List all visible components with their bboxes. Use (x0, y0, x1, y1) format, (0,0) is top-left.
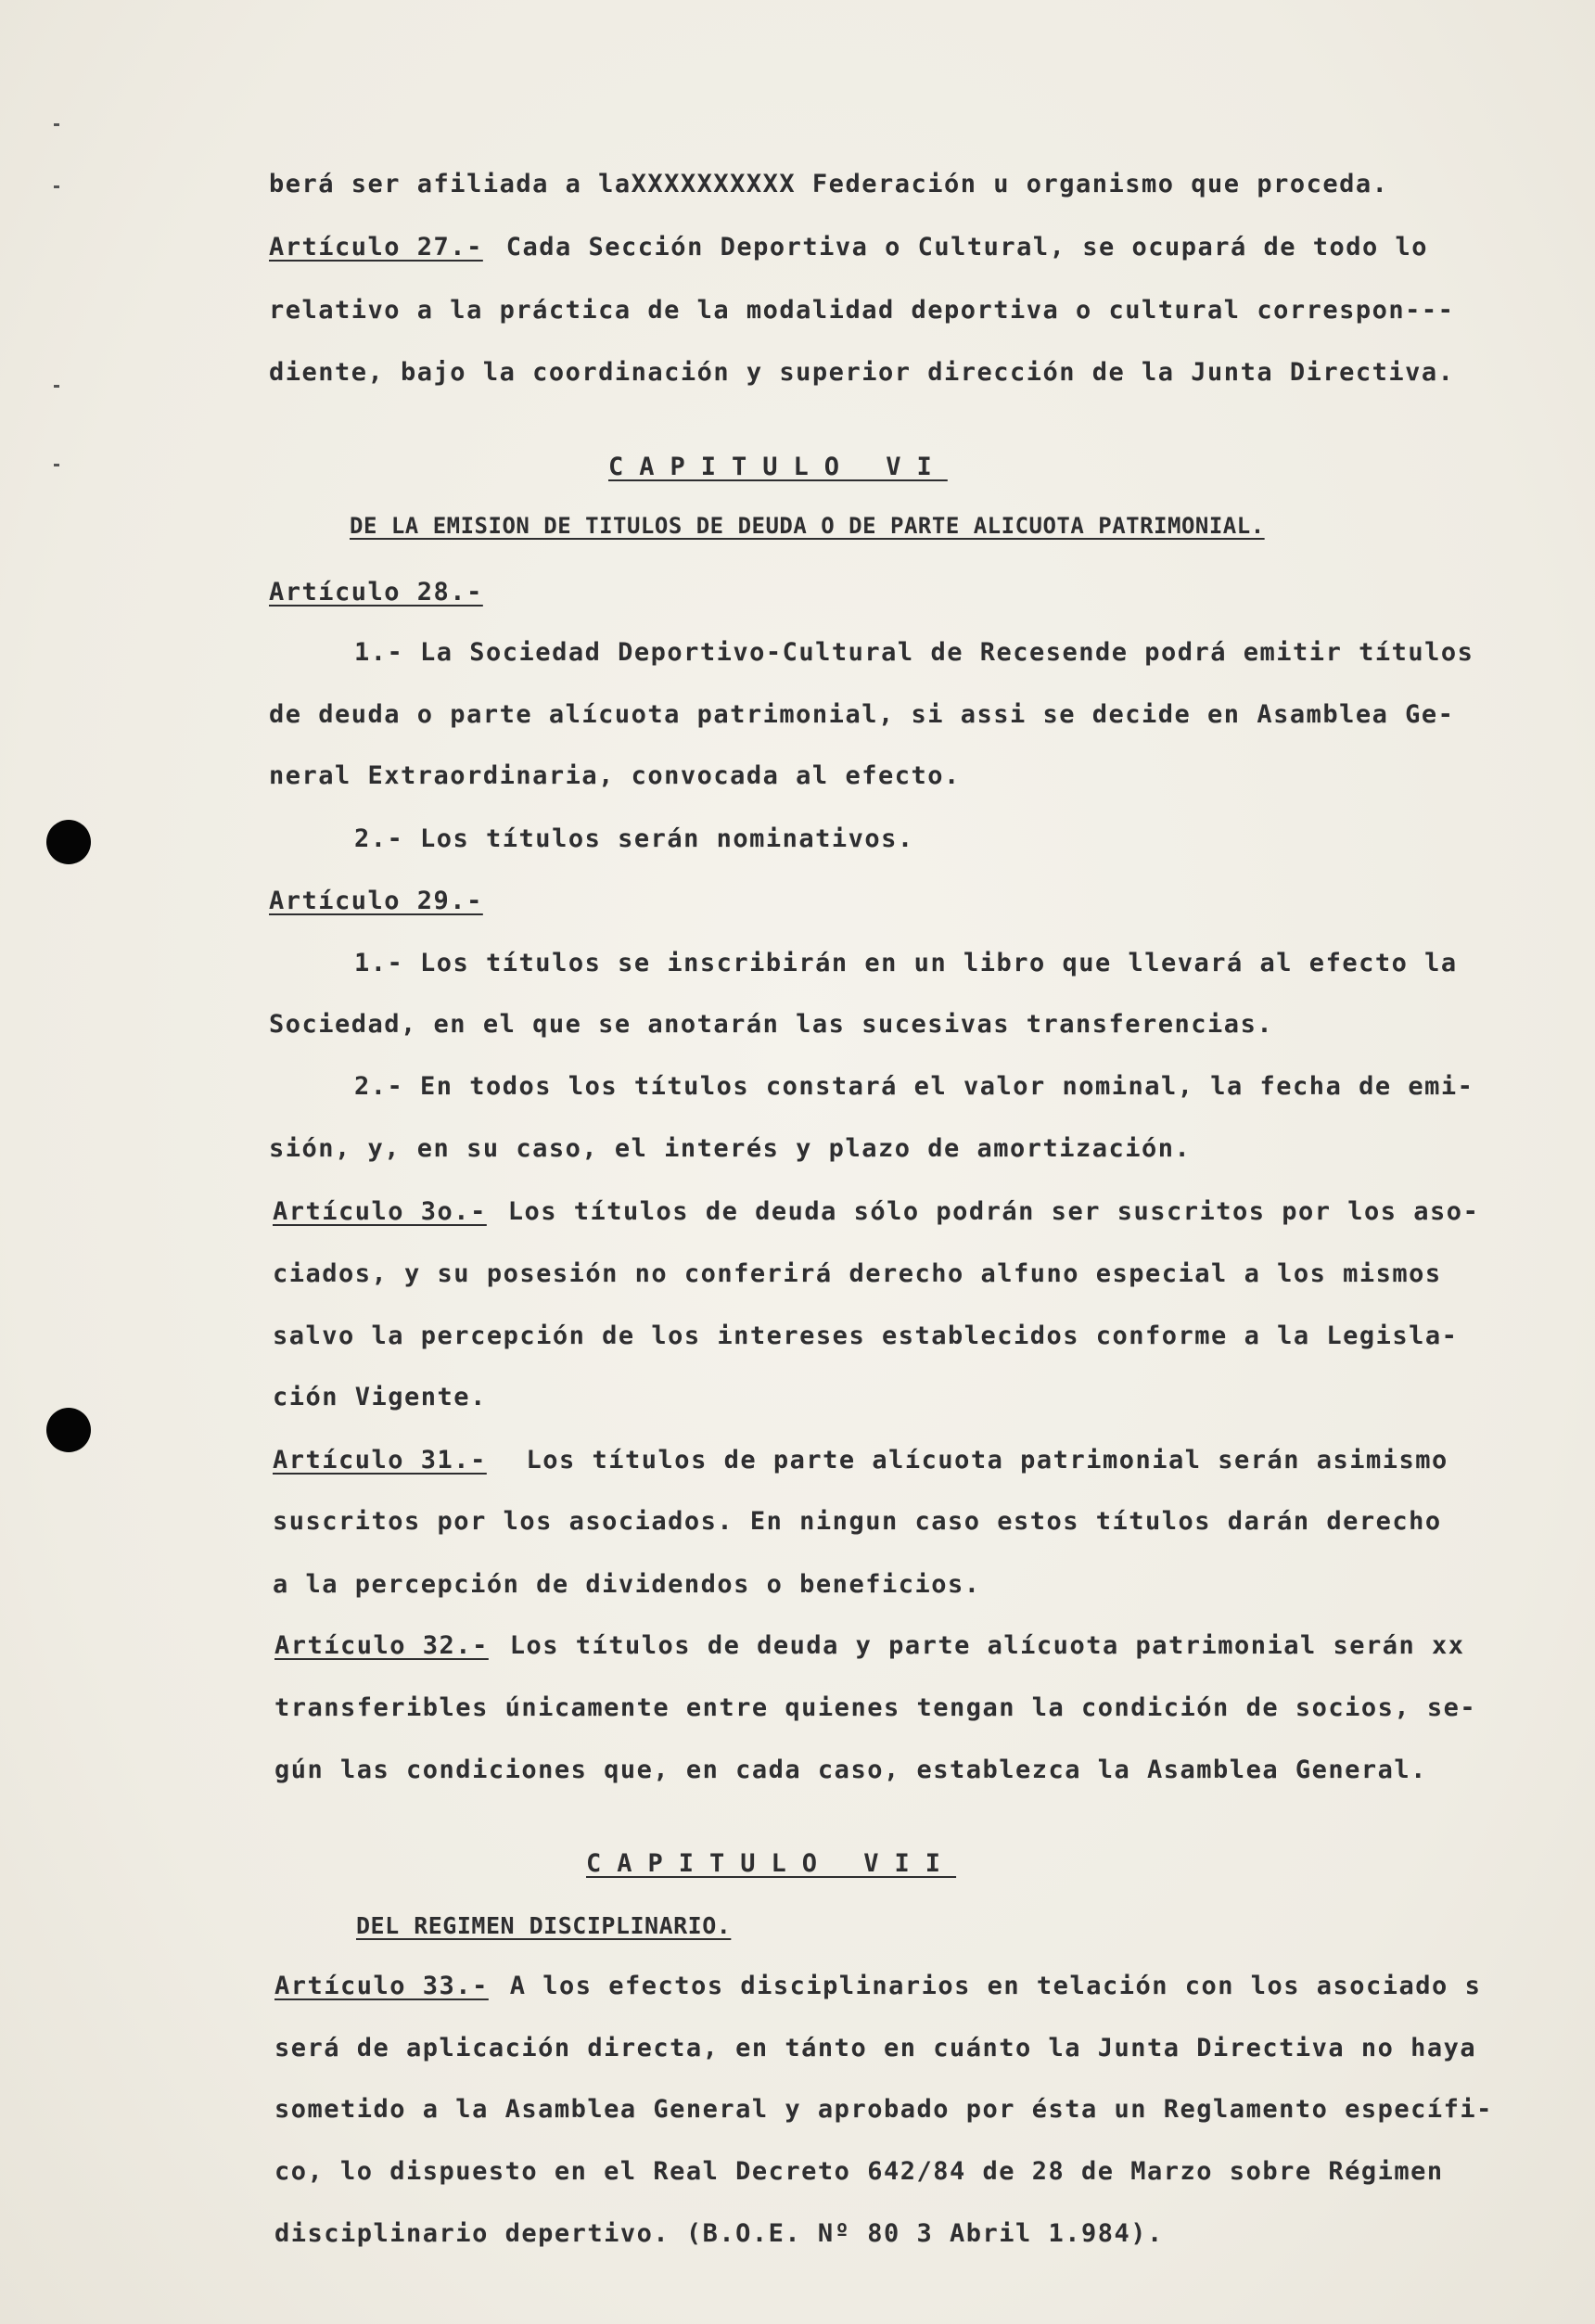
text-line: ciados, y su posesión no conferirá derecho alfuno especial a los mismos (273, 1259, 1442, 1288)
text-line: será de aplicación directa, en tánto en cuánto la Junta Directiva no haya (274, 2034, 1477, 2062)
text-line: 1.- La Sociedad Deportivo-Cultural de Recesende podrá emitir títulos (354, 638, 1474, 667)
margin-mark (54, 123, 59, 126)
text-line: diente, bajo la coordinación y superior dirección de la Junta Directiva. (269, 358, 1455, 387)
article-heading: Artículo 29.- (269, 887, 483, 915)
text-line: salvo la percepción de los intereses establecidos conforme a la Legisla- (273, 1322, 1459, 1350)
text-line: gún las condiciones que, en cada caso, establezca la Asamblea General. (274, 1756, 1427, 1784)
text-line: a la percepción de dividendos o beneficios. (273, 1570, 981, 1599)
text-line: relativo a la práctica de la modalidad deportiva o cultural correspon--- (269, 296, 1455, 325)
article-heading: Artículo 32.- (274, 1631, 489, 1660)
article-heading: Artículo 28.- (269, 578, 483, 607)
margin-mark (54, 464, 59, 466)
article-heading: Artículo 33.- (274, 1972, 489, 2000)
text-line: transferibles únicamente entre quienes tengan la condición de socios, se- (274, 1693, 1477, 1722)
margin-mark (54, 385, 59, 388)
chapter-subtitle: DEL REGIMEN DISCIPLINARIO. (356, 1912, 732, 1939)
text-line: de deuda o parte alícuota patrimonial, si assi se decide en Asamblea Ge- (269, 700, 1455, 729)
text-line: suscritos por los asociados. En ningun caso estos títulos darán derecho (273, 1507, 1442, 1536)
text-line: Los títulos de deuda sólo podrán ser suscritos por los aso- (491, 1197, 1480, 1226)
text-line: sión, y, en su caso, el interés y plazo de amortización. (269, 1134, 1192, 1163)
text-line: 2.- En todos los títulos constará el valor nominal, la fecha de emi- (354, 1072, 1474, 1101)
text-line: Cada Sección Deportiva o Cultural, se ocupará de todo lo (490, 233, 1429, 262)
article-heading: Artículo 31.- (273, 1446, 487, 1475)
text-line: berá ser afiliada a laXXXXXXXXXX Federación u organismo que proceda. (269, 170, 1389, 198)
text-line: sometido a la Asamblea General y aprobado por ésta un Reglamento específi- (274, 2095, 1493, 2124)
text-line: 1.- Los títulos se inscribirán en un libro que llevará al efecto la (354, 949, 1458, 977)
margin-mark (54, 185, 59, 188)
text-line: ción Vigente. (273, 1383, 487, 1411)
text-line: Sociedad, en el que se anotarán las sucesivas transferencias. (269, 1010, 1274, 1039)
chapter-title: CAPITULO VII (586, 1849, 957, 1878)
chapter-title: CAPITULO VI (608, 453, 948, 481)
text-line: neral Extraordinaria, convocada al efecto. (269, 761, 961, 790)
text-line: A los efectos disciplinarios en telación con los asociado s (493, 1972, 1482, 2000)
punch-hole (46, 820, 91, 864)
text-line: Los títulos de parte alícuota patrimonial serán asimismo (493, 1446, 1448, 1475)
article-heading: Artículo 27.- (269, 233, 483, 262)
text-line: disciplinario depertivo. (B.O.E. Nº 80 3 Abril 1.984). (274, 2219, 1164, 2248)
chapter-subtitle: DE LA EMISION DE TITULOS DE DEUDA O DE PARTE ALICUOTA PATRIMONIAL. (350, 513, 1265, 539)
text-line: Los títulos de deuda y parte alícuota patrimonial serán xx (493, 1631, 1465, 1660)
article-heading: Artículo 3o.- (273, 1197, 487, 1226)
text-line: co, lo dispuesto en el Real Decreto 642/84 de 28 de Marzo sobre Régimen (274, 2157, 1444, 2186)
text-line: 2.- Los títulos serán nominativos. (354, 824, 914, 853)
punch-hole (46, 1408, 91, 1452)
